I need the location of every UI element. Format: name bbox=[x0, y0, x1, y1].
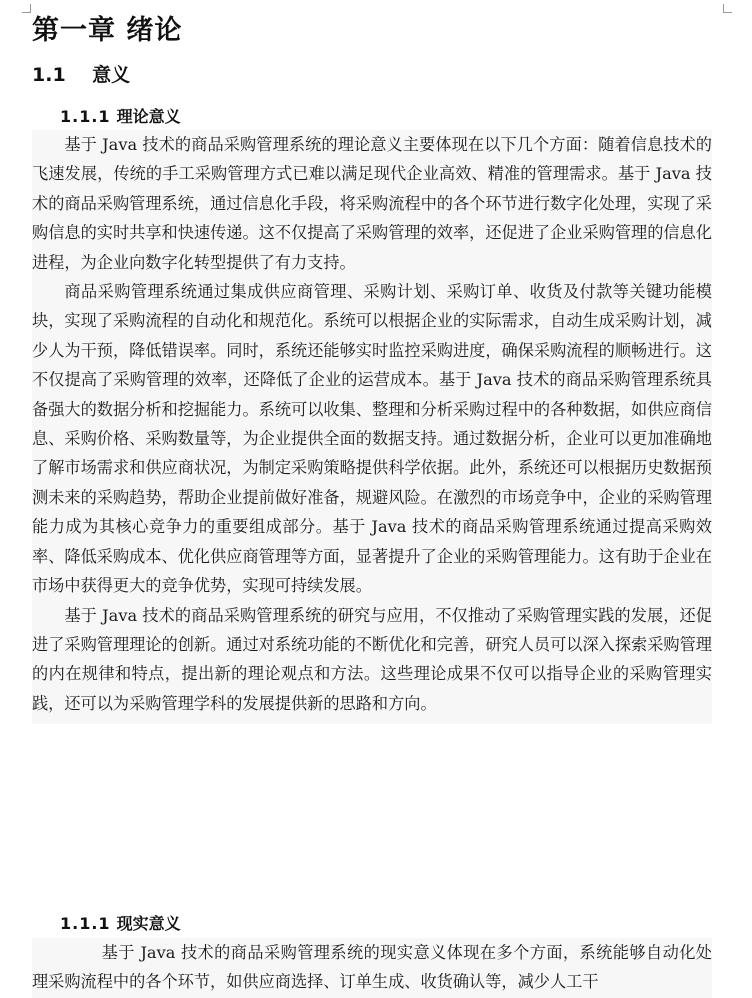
page-corner-mark-left bbox=[22, 4, 31, 13]
chapter-title: 第一章 绪论 bbox=[32, 15, 183, 46]
practical-significance-body bbox=[32, 938, 712, 998]
section-number: 1.1 bbox=[32, 64, 66, 86]
paragraph: 基于 Java 技术的商品采购管理系统的理论意义主要体现在以下几个方面：随着信息技术的飞速发展，传统的手工采购管理方式已难以满足现代企业高效、精准的管理需求。基于 Java 技术的商品采购管理系统，通过信息化手段，将采购流程中的各个环节进行数字化处理，实现了采购信息的实时共享和快速传递。这不仅提高了采购管理的效率，还促进了企业采购管理的信息化进程，为企业向数字化转型提供了有力支持。 bbox=[32, 135, 712, 272]
paragraph: 商品采购管理系统通过集成供应商管理、采购计划、采购订单、收货及付款等关键功能模块，实现了采购流程的自动化和规范化。系统可以根据企业的实际需求，自动生成采购计划，减少人为干预，降低错误率。同时，系统还能够实时监控采购进度，确保采购流程的顺畅进行。这不仅提高了采购管理的效率，还降低了企业的运营成本。基于 Java 技术的商品采购管理系统具备强大的数据分析和挖掘能力。系统可以收集、整理和分析采购过程中的各种数据，如供应商信息、采购价格、采购数量等，为企业提供全面的数据支持。通过数据分析，企业可以更加准确地了解市场需求和供应商状况，为制定采购策略提供科学依据。此外，系统还可以根据历史数据预测未来的采购趋势，帮助企业提前做好准备，规避风险。在激烈的市场竞争中，企业的采购管理能力成为其核心竞争力的重要组成部分。基于 Java 技术的商品采购管理系统通过提高采购效率、降低采购成本、优化供应商管理等方面，显著提升了企业的采购管理能力。这有助于企业在市场中获得更大的竞争优势，实现可持续发展。 bbox=[32, 282, 712, 596]
subsection-title: 现实意义 bbox=[116, 914, 181, 933]
subsection-heading-practice bbox=[60, 911, 181, 934]
section-title: 意义 bbox=[92, 64, 131, 86]
paragraph: 基于 Java 技术的商品采购管理系统的现实意义体现在多个方面，系统能够自动化处理采购流程中的各个环节，如供应商选择、订单生成、收货确认等，减少人工干 bbox=[32, 943, 712, 992]
subsection-heading-theory bbox=[60, 104, 181, 127]
paragraph: 基于 Java 技术的商品采购管理系统的研究与应用，不仅推动了采购管理实践的发展，还促进了采购管理理论的创新。通过对系统功能的不断优化和完善，研究人员可以深入探索采购管理的内在规律和特点，提出新的理论观点和方法。这些理论成果不仅可以指导企业的采购管理实践，还可以为采购管理学科的发展提供新的思路和方向。 bbox=[32, 605, 712, 713]
theory-significance-body bbox=[32, 130, 712, 724]
section-heading bbox=[32, 60, 130, 87]
subsection-number: 1.1.1 bbox=[60, 107, 111, 126]
page-corner-mark-right bbox=[723, 4, 732, 13]
subsection-number: 1.1.1 bbox=[60, 914, 111, 933]
subsection-title: 理论意义 bbox=[116, 107, 181, 126]
